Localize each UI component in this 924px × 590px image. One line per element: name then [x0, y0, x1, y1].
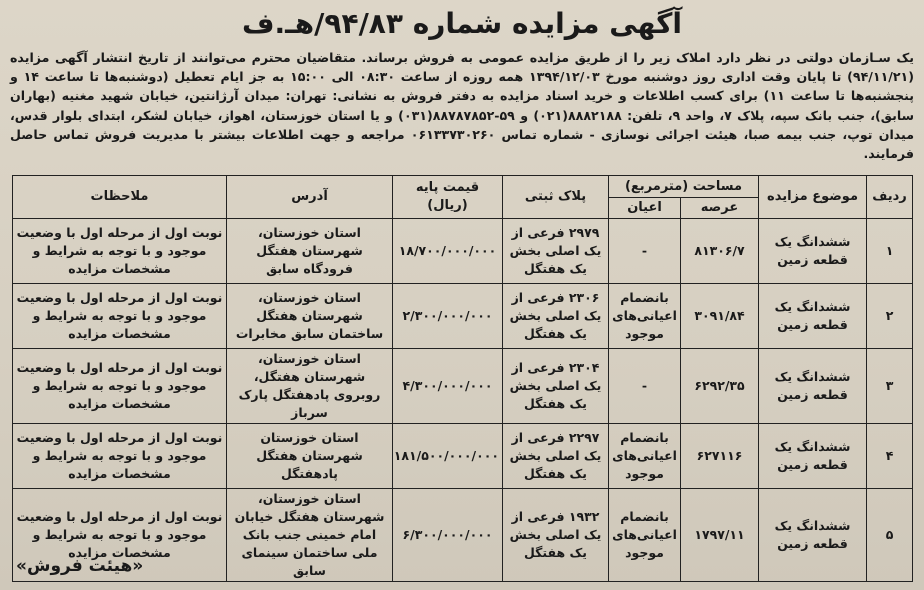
header-area: مساحت (مترمربع): [609, 176, 759, 198]
row-arseh: ۶۲۷۱۱۶: [681, 424, 759, 489]
intro-paragraph: یک سـازمان دولتی در نظر دارد املاک زیر را از طریق مزایده عمومی به فروش برساند. متقاضیان محترم می‌توانند از تاریخ انتشار آگهی مزایده (۹۴/۱۱/۲۱) تا پایان وقت اداری روز دوشنبه مورخ ۱۳۹۴/۱۲/۰۳ همه روزه از ساعت ۰۸:۳۰ الی ۱۵:۰۰ به جز ایام تعطیل (دوشنبه‌ها تا ساعت ۱۴ و پنجشنبه‌ها تا ساعت ۱۱) برای کسب اطلاعات و خرید اسناد مزایده به دفتر فروش به نشانی: تهران: میدان آرژانتین، خیابان شهید مغنیه (بهاران سابق)، جنب بانک سپه، پلاک ۷، واحد ۹، تلفن: ۸۸۸۲۱۸۸(۰۲۱) و ۵۹-۸۸۷۸۷۸۵۲(۰۳۱) و یا استان خوزستان، اهواز، خیابان لشکر، ابتدای بلوار قدس، میدان توپ، جنب بیمه صبا، هیئت اجرائی نوسازی - شماره تماس ۰۶۱۳۳۷۳۰۲۶۰ مراجعه و جهت اطلاعات بیشتر با مدیریت فروش تماس حاصل فرمایند.: [10, 50, 914, 162]
row-notes: نوبت اول از مرحله اول با وضعیت موجود و با توجه به شرایط و مشخصات مزایده: [13, 424, 227, 489]
row-ayan: بانضمام اعیانی‌های موجود: [609, 424, 681, 489]
row-subject: ششدانگ یک قطعه زمین: [759, 424, 867, 489]
row-number: ۵: [867, 489, 913, 582]
row-price: ۱۸/۷۰۰/۰۰۰/۰۰۰: [393, 219, 503, 284]
row-notes: نوبت اول از مرحله اول با وضعیت موجود و با توجه به شرایط و مشخصات مزایده: [13, 489, 227, 582]
row-number: ۳: [867, 349, 913, 424]
header-ayan: اعیان: [609, 198, 681, 219]
row-plak: ۱۹۳۲ فرعی از یک اصلی بخش یک هفتگل: [503, 489, 609, 582]
row-subject: ششدانگ یک قطعه زمین: [759, 284, 867, 349]
header-price: قیمت پایه (ریال): [393, 176, 503, 219]
row-arseh: ۱۷۹۷/۱۱: [681, 489, 759, 582]
row-address: استان خوزستان، شهرستان هفتگل فرودگاه سابق: [227, 219, 393, 284]
table-row: [13, 349, 913, 424]
row-price: ۴/۳۰۰/۰۰۰/۰۰۰: [393, 349, 503, 424]
row-notes: نوبت اول از مرحله اول با وضعیت موجود و با توجه به شرایط و مشخصات مزایده: [13, 219, 227, 284]
row-notes: نوبت اول از مرحله اول با وضعیت موجود و با توجه به شرایط و مشخصات مزایده: [13, 284, 227, 349]
row-subject: ششدانگ یک قطعه زمین: [759, 219, 867, 284]
header-arseh: عرصه: [681, 198, 759, 219]
header-notes: ملاحظات: [13, 176, 227, 219]
row-notes: نوبت اول از مرحله اول با وضعیت موجود و با توجه به شرایط و مشخصات مزایده: [13, 349, 227, 424]
header-plak: پلاک ثبتی: [503, 176, 609, 219]
row-price: ۲/۳۰۰/۰۰۰/۰۰۰: [393, 284, 503, 349]
auction-table: [12, 175, 913, 582]
row-plak: ۲۳۰۶ فرعی از یک اصلی بخش یک هفتگل: [503, 284, 609, 349]
row-plak: ۲۳۰۴ فرعی از یک اصلی بخش یک هفتگل: [503, 349, 609, 424]
table-row: [13, 219, 913, 284]
row-plak: ۲۹۷۹ فرعی از یک اصلی بخش یک هفتگل: [503, 219, 609, 284]
row-address: استان خوزستان شهرستان هفتگل پادهفتگل: [227, 424, 393, 489]
row-ayan: بانضمام اعیانی‌های موجود: [609, 284, 681, 349]
row-arseh: ۸۱۳۰۶/۷: [681, 219, 759, 284]
header-address: آدرس: [227, 176, 393, 219]
row-price: ۶/۳۰۰/۰۰۰/۰۰۰: [393, 489, 503, 582]
table-row: [13, 284, 913, 349]
row-address: استان خوزستان، شهرستان هفتگل ساختمان سابق مخابرات: [227, 284, 393, 349]
row-number: ۱: [867, 219, 913, 284]
signature-footer: «هیئت فروش»: [16, 556, 144, 576]
row-ayan: بانضمام اعیانی‌های موجود: [609, 489, 681, 582]
row-plak: ۲۲۹۷ فرعی از یک اصلی بخش یک هفتگل: [503, 424, 609, 489]
page-title: آگهی مزایده شماره ۹۴/۸۳/هـ.ف: [242, 7, 682, 40]
row-arseh: ۳۰۹۱/۸۴: [681, 284, 759, 349]
table-row: [13, 489, 913, 582]
row-ayan: -: [609, 219, 681, 284]
header-row-number: ردیف: [867, 176, 913, 219]
row-number: ۴: [867, 424, 913, 489]
row-subject: ششدانگ یک قطعه زمین: [759, 349, 867, 424]
row-number: ۲: [867, 284, 913, 349]
header-subject: موضوع مزایده: [759, 176, 867, 219]
row-address: استان خوزستان، شهرستان هفتگل، روبروی پادهفتگل پارک سرباز: [227, 349, 393, 424]
row-ayan: -: [609, 349, 681, 424]
row-address: استان خوزستان، شهرستان هفتگل خیابان امام خمینی جنب بانک ملی ساختمان سینمای سابق: [227, 489, 393, 582]
row-price: ۱۸۱/۵۰۰/۰۰۰/۰۰۰: [393, 424, 503, 489]
row-subject: ششدانگ یک قطعه زمین: [759, 489, 867, 582]
table-row: [13, 424, 913, 489]
row-arseh: ۶۲۹۲/۳۵: [681, 349, 759, 424]
